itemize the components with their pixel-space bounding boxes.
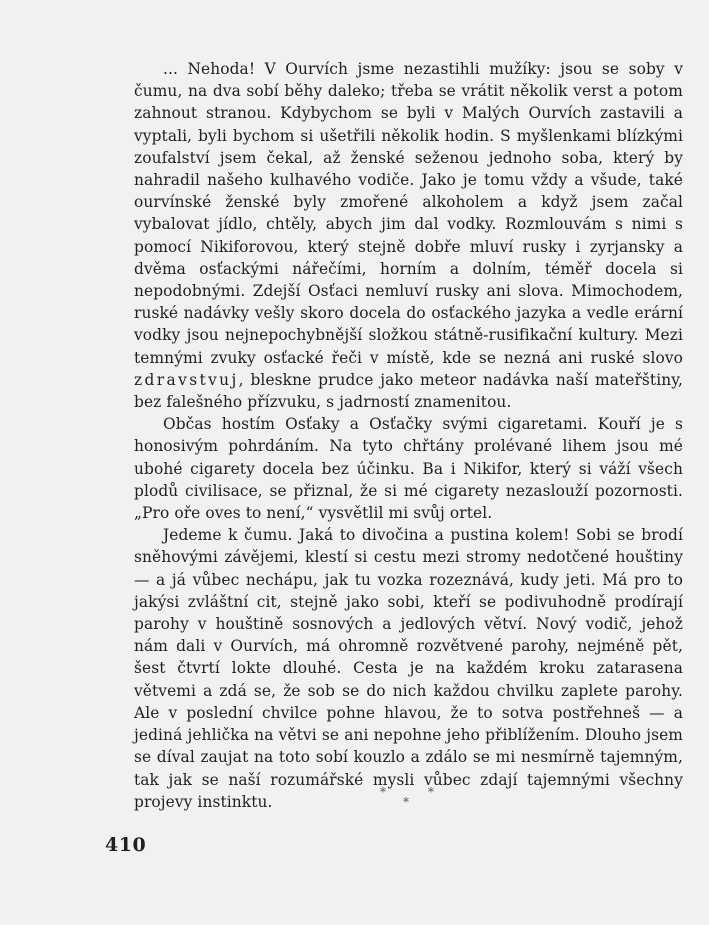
spaced-word: zdravstvuj xyxy=(134,370,239,389)
paragraph-text: Jedeme k čumu. Jaká to divočina a pustina kolem! Sobi se brodí sněhovými závějemi, klestí si cestu mezi stromy nedotčené houštiny — a já vůbec nechápu, jak tu vozka rozeznává, kudy jeti. Má pro to jakýsi zvláštní cit, stejně jako sobi, kteří se podivuhodně prodírají parohy v houštině sosnových a jedlových větví. Nový vodič, jehož nám dali v Ourvích, má ohromně rozvětvené parohy, nejméně pět, šest čtvrtí lokte dlouhé. Cesta je na každém kroku zatarasena větvemi a zdá se, že sob se do nich každou chvilku zaplete parohy. Ale v poslední chvilce pohne hlavou, že to sotva postřehneš — a jediná jehlička na větvi se ani nepohne jeho přiblížením. Dlouho jsem se díval zaujat na toto sobí kouzlo a zdálo se mi nesmírně tajemným, tak jak se naší rozumářské mysli vůbec zdají tajemnými všechny projevy instinktu. xyxy=(134,526,683,811)
page-number: 410 xyxy=(105,834,147,856)
paragraph-text: Občas hostím Osťaky a Osťačky svými cigaretami. Kouří je s honosivým pohrdáním. Na tyto chřtány prolévané lihem jsou mé ubohé cigarety docela bez účinku. Ba i Nikifor, který si váží všech plodů civilisace, se přiznal, že si mé cigarety nezaslouží pozornosti. „Pro oře oves to není,“ vysvětlil mi svůj ortel. xyxy=(134,415,683,523)
paragraph-text: ... Nehoda! V Ourvích jsme nezastihli mužíky: jsou se soby v čumu, na dva sobí běhy daleko; třeba se vrátit několik verst a potom zahnout stranou. Kdybychom se byli v Malých Ourvích zastavili a vyptali, byli bychom si ušetřili několik hodin. S myšlenkami blízkými zoufalství jsem čekal, až ženské seženou jednoho soba, který by nahradil našeho kulhavého vodiče. Jako je tomu vždy a všude, také ourvínské ženské byly zmořené alkoholem a když jsem začal vybalovat jídlo, chtěly, abych jim dal vodky. Rozmlouvám s nimi s pomocí Nikiforovou, který stejně dobře mluví rusky i zyrjansky a dvěma osťackými nářečími, horním a dolním, téměř docela si nepodobnými. Zdejší Osťaci nemluví rusky ani slova. Mimochodem, ruské nadávky vešly skoro docela do osťackého jazyka a vedle erární vodky jsou nejnepochybnější složkou státně-rusifikační kultury. Mezi temnými zvuky osťacké řeči v místě, kde se nezná ani ruské slovo xyxy=(134,60,683,367)
paragraph xyxy=(134,413,683,524)
paragraph-text: , bleskne prudce jako meteor nadávka naší mateřštiny, bez falešného přízvuku, s jadrností znamenitou. xyxy=(134,370,683,412)
body-text xyxy=(134,58,683,813)
paragraph xyxy=(134,58,683,413)
paragraph xyxy=(134,524,683,813)
ornament-star-right: * xyxy=(428,785,434,799)
ornament-star-bottom: * xyxy=(403,795,409,809)
ornament-star-left: * xyxy=(380,785,386,799)
section-break-ornament xyxy=(360,785,440,815)
